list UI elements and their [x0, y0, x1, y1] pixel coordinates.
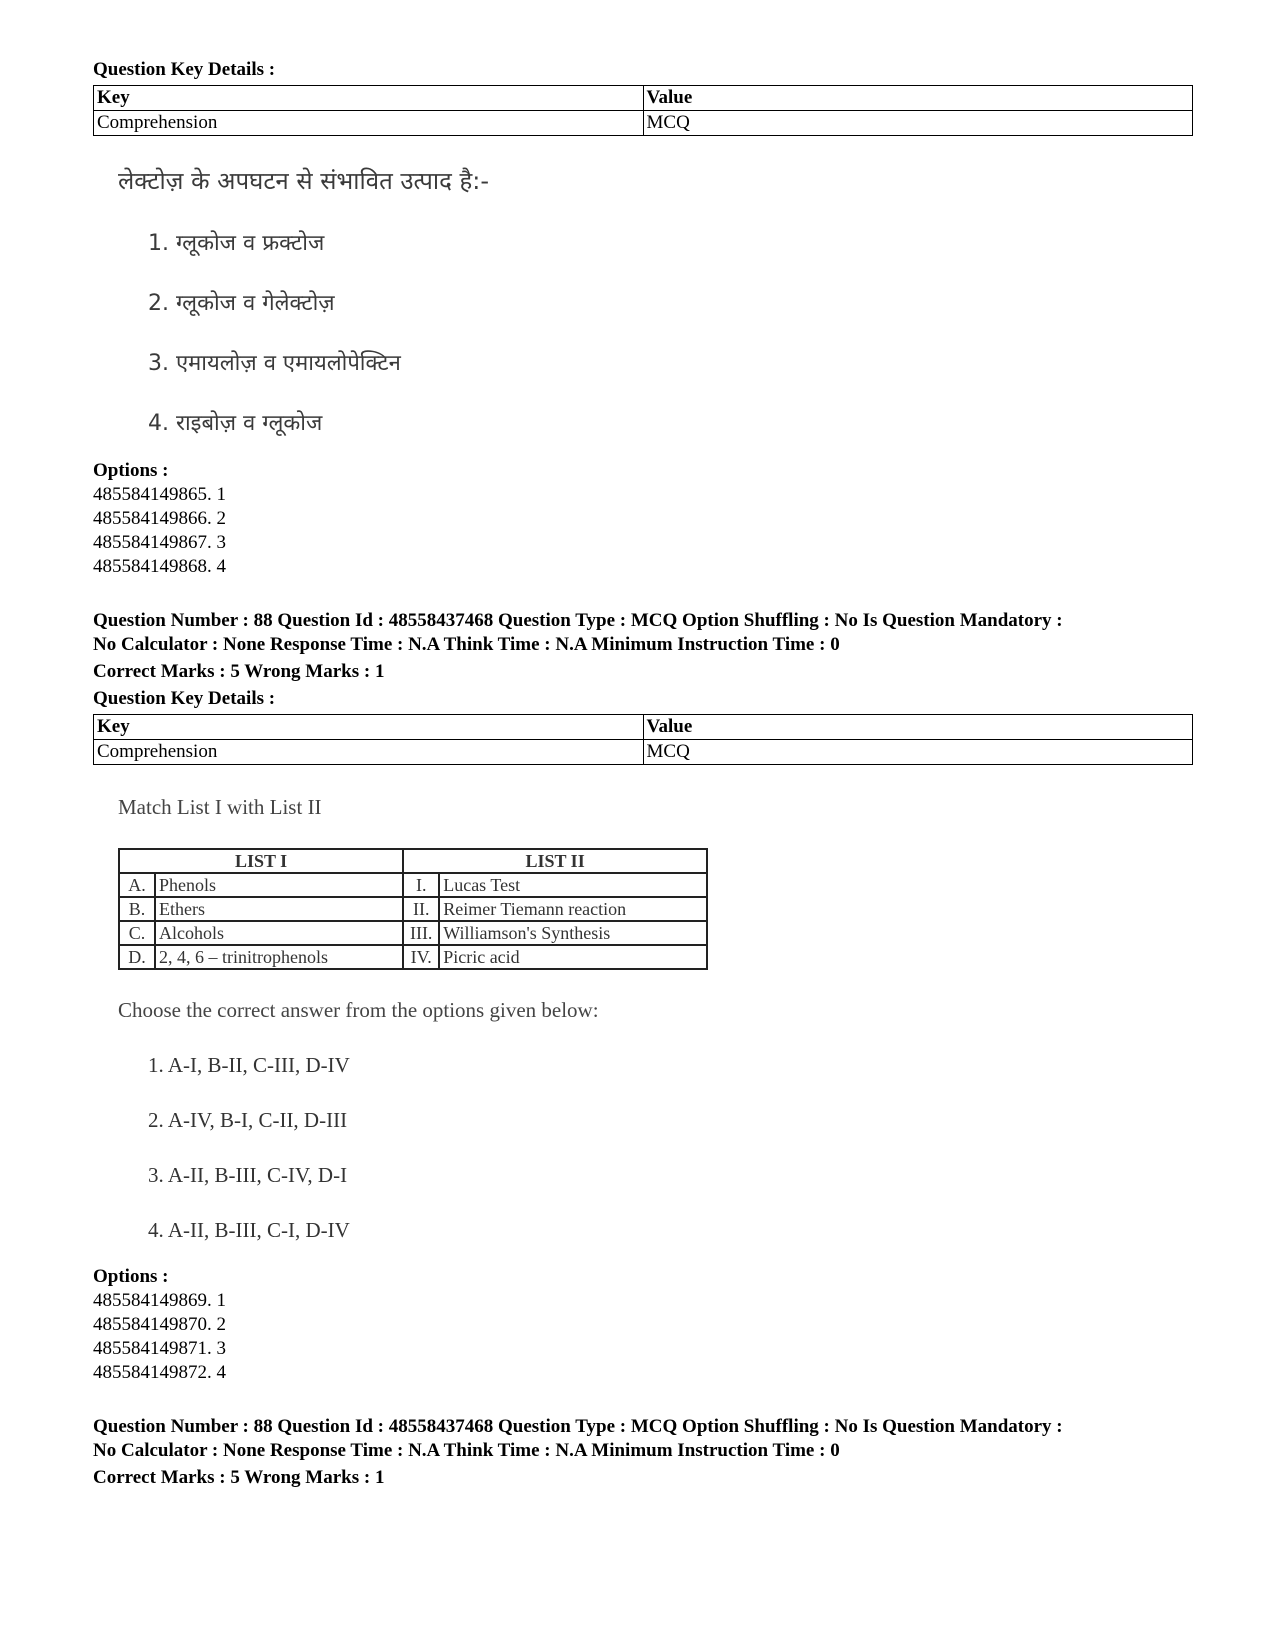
key-value-table	[93, 714, 1193, 765]
list-row	[119, 897, 707, 921]
question-option-3: 3. एमायलोज़ व एमायलोपेक्टिन	[148, 351, 401, 376]
list-row	[119, 873, 707, 897]
value-header: Value	[643, 715, 1193, 740]
option-row: 485584149866. 2	[93, 508, 226, 529]
value-header: Value	[643, 86, 1193, 111]
value-cell: MCQ	[643, 111, 1193, 136]
question-meta-line1: Question Number : 88 Question Id : 48558437468 Question Type : MCQ Option Shuffling : No Is Question Mandatory :	[93, 1416, 1063, 1437]
question-image	[93, 795, 1193, 1243]
question-option-1: 1. ग्लूकोज व फ्रक्टोज	[148, 231, 325, 256]
option-row: 485584149865. 1	[93, 484, 226, 505]
question-text: लेक्टोज़ के अपघटन से संभावित उत्पाद है:-	[118, 167, 490, 195]
option-row: 485584149872. 4	[93, 1362, 226, 1383]
list2-item: Williamson's Synthesis	[439, 921, 707, 945]
question-option-3: 3. A-II, B-III, C-IV, D-I	[148, 1163, 348, 1187]
key-details-heading: Question Key Details :	[93, 688, 276, 709]
list2-item: Picric acid	[439, 945, 707, 969]
list2-numeral: II.	[403, 897, 439, 921]
list1-letter: A.	[119, 873, 155, 897]
list1-item: Alcohols	[155, 921, 403, 945]
question-option-1: 1. A-I, B-II, C-III, D-IV	[148, 1053, 350, 1077]
list-row	[119, 921, 707, 945]
list1-header: LIST I	[119, 849, 403, 873]
option-row: 485584149870. 2	[93, 1314, 226, 1335]
list2-item: Lucas Test	[439, 873, 707, 897]
question-meta-line2: No Calculator : None Response Time : N.A Think Time : N.A Minimum Instruction Time : 0	[93, 1440, 840, 1461]
list2-numeral: III.	[403, 921, 439, 945]
question-option-2: 2. A-IV, B-I, C-II, D-III	[148, 1108, 348, 1132]
list2-header: LIST II	[403, 849, 707, 873]
match-title: Match List I with List II	[118, 795, 322, 819]
list2-numeral: IV.	[403, 945, 439, 969]
marks-line: Correct Marks : 5 Wrong Marks : 1	[93, 1467, 385, 1488]
question-option-4: 4. राइबोज़ व ग्लूकोज	[148, 411, 323, 436]
options-label: Options :	[93, 1266, 169, 1287]
match-lists-table	[118, 848, 708, 970]
list1-item: 2, 4, 6 – trinitrophenols	[155, 945, 403, 969]
key-header: Key	[94, 715, 644, 740]
question-option-2: 2. ग्लूकोज व गेलेक्टोज़	[148, 291, 335, 316]
list2-numeral: I.	[403, 873, 439, 897]
key-cell: Comprehension	[94, 740, 644, 765]
list1-item: Phenols	[155, 873, 403, 897]
list2-item: Reimer Tiemann reaction	[439, 897, 707, 921]
list1-letter: D.	[119, 945, 155, 969]
options-label: Options :	[93, 460, 169, 481]
list1-letter: C.	[119, 921, 155, 945]
key-cell: Comprehension	[94, 111, 644, 136]
value-cell: MCQ	[643, 740, 1193, 765]
list1-item: Ethers	[155, 897, 403, 921]
option-row: 485584149871. 3	[93, 1338, 226, 1359]
choose-instruction: Choose the correct answer from the options given below:	[118, 998, 599, 1022]
document-page	[93, 58, 1193, 1490]
key-value-table	[93, 85, 1193, 136]
option-row: 485584149869. 1	[93, 1290, 226, 1311]
question-meta-line1: Question Number : 88 Question Id : 48558437468 Question Type : MCQ Option Shuffling : No Is Question Mandatory :	[93, 610, 1063, 631]
key-details-heading: Question Key Details :	[93, 59, 276, 80]
key-header: Key	[94, 86, 644, 111]
option-row: 485584149868. 4	[93, 556, 226, 577]
list1-letter: B.	[119, 897, 155, 921]
list-row	[119, 945, 707, 969]
question-image	[93, 164, 1193, 437]
question-meta-line2: No Calculator : None Response Time : N.A Think Time : N.A Minimum Instruction Time : 0	[93, 634, 840, 655]
question-option-4: 4. A-II, B-III, C-I, D-IV	[148, 1218, 350, 1242]
option-row: 485584149867. 3	[93, 532, 226, 553]
marks-line: Correct Marks : 5 Wrong Marks : 1	[93, 661, 385, 682]
